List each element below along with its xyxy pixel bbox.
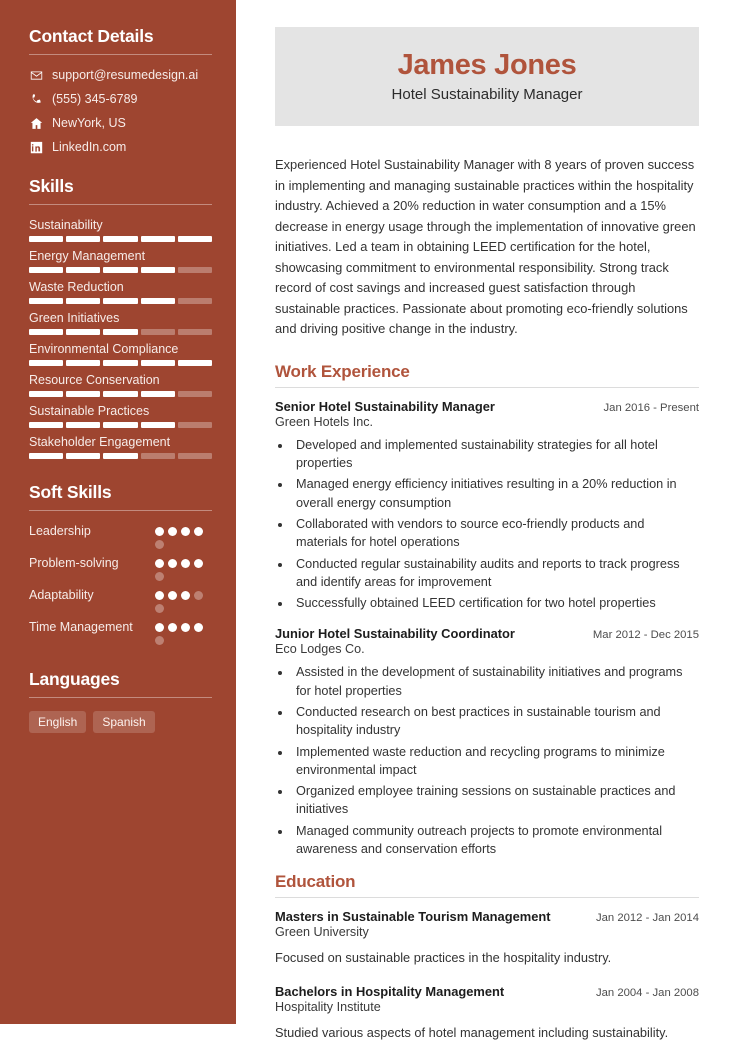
soft-skill-rating-dots: [155, 524, 212, 549]
skill-item: [29, 404, 212, 428]
work-entry: [275, 399, 699, 613]
education-description: Studied various aspects of hotel management including sustainability.: [275, 1025, 669, 1041]
skill-bar-segment: [29, 422, 63, 428]
contact-value: NewYork, US: [52, 116, 126, 130]
soft-skill-label: Time Management: [29, 620, 133, 634]
skill-label: Sustainability: [29, 218, 103, 232]
skill-bar-segment: [66, 267, 100, 273]
skill-bar-segment: [178, 329, 212, 335]
job-bullet: • Assisted in the development of sustainability initiatives and programs for hotel properties: [292, 663, 699, 700]
skill-bar-segment: [66, 422, 100, 428]
skill-bar-segment: [66, 329, 100, 335]
work-experience-divider: [275, 387, 699, 388]
contact-item[interactable]: [29, 68, 212, 82]
skill-bar-segment: [103, 298, 137, 304]
skill-item: [29, 249, 212, 273]
job-bullet-list: [292, 663, 699, 858]
skill-bar-segment: [141, 453, 175, 459]
company-name: Green Hotels Inc.: [275, 414, 373, 429]
soft-skills-heading: Soft Skills: [29, 482, 112, 502]
skill-item: [29, 435, 212, 459]
skill-level-bar: [29, 267, 212, 273]
rating-dot: [155, 527, 164, 536]
work-entry: [275, 626, 699, 858]
languages-heading: Languages: [29, 669, 120, 689]
skill-bar-segment: [66, 236, 100, 242]
skill-bar-segment: [178, 360, 212, 366]
skill-bar-segment: [103, 422, 137, 428]
skill-level-bar: [29, 236, 212, 242]
rating-dot: [155, 636, 164, 645]
contact-value: (555) 345-6789: [52, 92, 138, 106]
rating-dot: [155, 540, 164, 549]
soft-skills-section: [29, 482, 212, 645]
skill-label: Green Initiatives: [29, 311, 120, 325]
skill-level-bar: [29, 422, 212, 428]
skill-bar-segment: [141, 360, 175, 366]
job-bullet: • Conducted regular sustainability audits and reports to track progress and identify areas for improvement: [292, 555, 699, 592]
skill-bar-segment: [178, 236, 212, 242]
soft-skills-list: [29, 524, 212, 645]
contact-details-heading: Contact Details: [29, 26, 154, 46]
job-bullet: • Managed energy efficiency initiatives resulting in a 20% reduction in overall energy consumption: [292, 475, 699, 512]
soft-skill-item: [29, 556, 212, 581]
degree-title: Masters in Sustainable Tourism Management: [275, 909, 551, 925]
skill-bar-segment: [103, 453, 137, 459]
skill-bar-segment: [141, 391, 175, 397]
skill-bar-segment: [29, 236, 63, 242]
skill-bar-segment: [141, 298, 175, 304]
skill-level-bar: [29, 453, 212, 459]
rating-dot: [194, 559, 203, 568]
language-chip[interactable]: English: [29, 711, 86, 733]
rating-dot: [168, 527, 177, 536]
degree-title: Bachelors in Hospitality Management: [275, 984, 505, 1000]
skill-bar-segment: [103, 360, 137, 366]
sidebar: [0, 0, 236, 1024]
skill-bar-segment: [141, 329, 175, 335]
soft-skill-item: [29, 620, 212, 645]
contact-value: support@resumedesign.ai: [52, 68, 199, 82]
skill-bar-segment: [141, 267, 175, 273]
soft-skill-label: Adaptability: [29, 588, 94, 602]
job-bullet: • Collaborated with vendors to source eco-friendly products and materials for hotel operations: [292, 515, 699, 552]
skill-label: Environmental Compliance: [29, 342, 179, 356]
skills-divider: [29, 204, 212, 205]
rating-dot: [194, 591, 203, 600]
education-entry: [275, 984, 699, 1042]
rating-dot: [168, 591, 177, 600]
job-bullet: • Implemented waste reduction and recycling programs to minimize environmental impact: [292, 743, 699, 780]
education-description: Focused on sustainable practices in the hospitality industry.: [275, 950, 612, 966]
skill-bar-segment: [29, 391, 63, 397]
job-title: Junior Hotel Sustainability Coordinator: [275, 626, 515, 642]
skill-item: [29, 373, 212, 397]
skill-bar-segment: [29, 329, 63, 335]
education-section: [275, 872, 699, 1042]
soft-skill-label: Problem-solving: [29, 556, 119, 570]
contact-item[interactable]: [29, 140, 212, 154]
skill-bar-segment: [141, 422, 175, 428]
soft-skill-rating-dots: [155, 620, 212, 645]
rating-dot: [181, 591, 190, 600]
home-icon: [29, 116, 43, 130]
candidate-role: Hotel Sustainability Manager: [391, 86, 583, 104]
contact-divider: [29, 54, 212, 55]
education-heading: Education: [275, 872, 356, 892]
skill-bar-segment: [66, 360, 100, 366]
skill-label: Stakeholder Engagement: [29, 435, 171, 449]
linkedin-icon: [29, 140, 43, 154]
skill-bar-segment: [66, 453, 100, 459]
soft-skill-item: [29, 588, 212, 613]
skill-bar-segment: [29, 298, 63, 304]
skill-bar-segment: [66, 391, 100, 397]
job-title: Senior Hotel Sustainability Manager: [275, 398, 495, 414]
hero-banner: [275, 27, 699, 126]
degree-date-range: Jan 2004 - Jan 2008: [595, 987, 699, 1000]
languages-section: [29, 669, 212, 733]
job-bullet: • Organized employee training sessions on sustainable practices and initiatives: [292, 782, 699, 819]
languages-divider: [29, 697, 212, 698]
school-name: Green University: [275, 925, 369, 940]
skill-bar-segment: [66, 298, 100, 304]
rating-dot: [168, 623, 177, 632]
soft-skills-divider: [29, 510, 212, 511]
rating-dot: [155, 591, 164, 600]
job-date-range: Jan 2016 - Present: [603, 401, 699, 414]
school-name: Hospitality Institute: [275, 1000, 381, 1015]
resume-main: [236, 0, 730, 1041]
skill-bar-segment: [103, 329, 137, 335]
skill-item: [29, 280, 212, 304]
skill-label: Waste Reduction: [29, 280, 124, 294]
skill-bar-segment: [103, 391, 137, 397]
soft-skill-label: Leadership: [29, 524, 91, 538]
skill-bar-segment: [178, 453, 212, 459]
phone-icon: [29, 92, 43, 106]
skill-bar-segment: [29, 267, 63, 273]
rating-dot: [181, 527, 190, 536]
skill-level-bar: [29, 329, 212, 335]
soft-skill-item: [29, 524, 212, 549]
skills-heading: Skills: [29, 176, 74, 196]
work-experience-heading: Work Experience: [275, 361, 410, 381]
education-entry-header: [275, 984, 699, 999]
soft-skill-rating-dots: [155, 556, 212, 581]
skill-bar-segment: [141, 236, 175, 242]
languages-list: [29, 711, 212, 733]
contact-item[interactable]: [29, 92, 212, 106]
skill-label: Sustainable Practices: [29, 404, 150, 418]
skill-bar-segment: [103, 236, 137, 242]
job-date-range: Mar 2012 - Dec 2015: [592, 629, 699, 642]
work-entry-header: [275, 399, 699, 414]
education-entry-list: [275, 909, 699, 1042]
skill-level-bar: [29, 391, 212, 397]
rating-dot: [155, 623, 164, 632]
skill-bar-segment: [178, 267, 212, 273]
skill-label: Resource Conservation: [29, 373, 160, 387]
skill-label: Energy Management: [29, 249, 146, 263]
job-bullet-list: [292, 436, 699, 613]
professional-summary: Experienced Hotel Sustainability Manager with 8 years of proven success in implementing and managing sustainable practices within the hospitality industry. Achieved a 20% reduction in water consumption and a 15% decrease in energy usage through the implementation of innovative green initiatives. Led a team in obtaining LEED certification for the hotel, showcasing commitment to environmental responsibility. Strong track record of cost savings and increased guest satisfaction through sustainable practices. Passionate about promoting eco-friendly solutions and driving positive change in the industry.: [275, 157, 696, 337]
degree-date-range: Jan 2012 - Jan 2014: [595, 912, 699, 925]
rating-dot: [194, 527, 203, 536]
envelope-icon: [29, 68, 43, 82]
soft-skill-rating-dots: [155, 588, 212, 613]
skill-bar-segment: [29, 360, 63, 366]
rating-dot: [155, 572, 164, 581]
skills-list: [29, 218, 212, 459]
candidate-name: James Jones: [397, 49, 577, 81]
skill-bar-segment: [178, 298, 212, 304]
rating-dot: [181, 559, 190, 568]
skills-section: [29, 176, 212, 459]
contact-item[interactable]: [29, 116, 212, 130]
job-bullet: • Successfully obtained LEED certification for two hotel properties: [292, 594, 699, 612]
skill-item: [29, 342, 212, 366]
contact-list: [29, 68, 212, 154]
skill-bar-segment: [29, 453, 63, 459]
skill-level-bar: [29, 298, 212, 304]
contact-details-section: [29, 26, 212, 154]
education-entry-header: [275, 909, 699, 924]
job-bullet: • Developed and implemented sustainability strategies for all hotel properties: [292, 436, 699, 473]
skill-item: [29, 311, 212, 335]
rating-dot: [168, 559, 177, 568]
rating-dot: [194, 623, 203, 632]
job-bullet: • Managed community outreach projects to promote environmental awareness and conservation efforts: [292, 822, 699, 859]
skill-level-bar: [29, 360, 212, 366]
rating-dot: [181, 623, 190, 632]
company-name: Eco Lodges Co.: [275, 642, 365, 657]
language-chip[interactable]: Spanish: [93, 711, 154, 733]
skill-bar-segment: [178, 422, 212, 428]
education-divider: [275, 897, 699, 898]
work-experience-section: [275, 362, 699, 858]
work-entry-header: [275, 626, 699, 641]
skill-bar-segment: [178, 391, 212, 397]
rating-dot: [155, 559, 164, 568]
skill-bar-segment: [103, 267, 137, 273]
education-entry: [275, 909, 699, 967]
rating-dot: [155, 604, 164, 613]
contact-value: LinkedIn.com: [52, 140, 127, 154]
work-entry-list: [275, 399, 699, 858]
job-bullet: • Conducted research on best practices in sustainable tourism and hospitality industry: [292, 703, 699, 740]
skill-item: [29, 218, 212, 242]
